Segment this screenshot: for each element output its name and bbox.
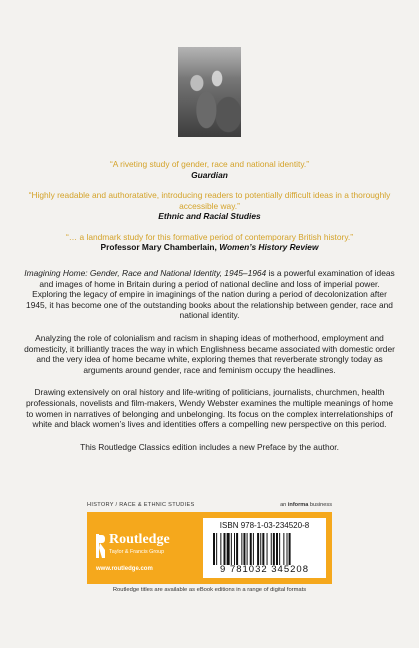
informa-brand: informa [287,502,309,508]
barcode-box [203,518,326,578]
quote-source: Ethnic and Racial Studies [158,211,261,221]
quote-text: “A riveting study of gender, race and national identity.” [109,159,310,169]
quote-2 [20,190,399,222]
blurb-text: is a powerful examination of ideas and images of home in Britain during a period of national decline and loss of imperial power. Exploring the legacy of empire in imaginings of the nation during a period of decolonization after 1945, it has become one of the outstanding books about the relationship between gender, race and national identity. [26,268,395,321]
blurb-paragraph-2: Analyzing the role of colonialism and racism in shaping ideas of motherhood, employment and domesticity, it brilliantly traces the way in which Englishness became associated with domestic order and the very idea of home became white, exploring themes that reverberate strongly today as arguments around gender, race and feminism occupy the headlines. [24,332,395,375]
informa-suffix: business [308,502,332,508]
isbn: ISBN 978-1-03-234520-8 [219,521,310,530]
review-quotes [20,159,399,263]
blurb-paragraph-3: Drawing extensively on oral history and life-writing of politicians, journalists, churchmen, health professionals, novelists and film-makers, Wendy Webster examines the multiple meanings of home to women in narratives of belonging and unbelonging. Its focus on the complex interrelationships of white and black women’s lives and identities offers a compelling new perspective on this period. [26,387,393,430]
quote-1 [20,159,399,180]
blurb-paragraph-1 [22,268,397,321]
routledge-logo-icon [96,534,105,558]
quote-text: “… a landmark study for this formative period of contemporary British history.” [65,231,354,242]
quote-text: “Highly readable and authoratative, introducing readers to potentially difficult ideas in a thoroughly accessible way.” [28,190,391,211]
quote-source: Guardian [191,169,228,180]
quote-3 [20,232,399,253]
publisher-url: www.routledge.com [96,566,153,572]
barcode-icon [213,533,317,565]
blurb [22,268,397,464]
book-title: Imagining Home: Gender, Race and National Identity, 1945–1964 [24,268,267,278]
publisher-subtitle: Taylor & Francis Group [109,549,165,555]
quote-source-publication: Women’s History Review [219,242,319,252]
quote-source-author: Professor Mary Chamberlain, [100,242,220,252]
informa-line [280,500,332,510]
cover-photo [178,47,241,137]
publisher-name: Routledge [109,532,170,547]
category-line [87,500,332,510]
subject-category: HISTORY / RACE & ETHNIC STUDIES [87,502,195,508]
ebook-note: Routledge titles are available as eBook editions in a range of digital formats [112,587,307,593]
blurb-paragraph-4: This Routledge Classics edition includes a new Preface by the author. [80,441,339,452]
quote-source [20,242,399,253]
informa-prefix: an [280,502,288,508]
barcode-number: 9 781032 345208 [220,564,309,575]
